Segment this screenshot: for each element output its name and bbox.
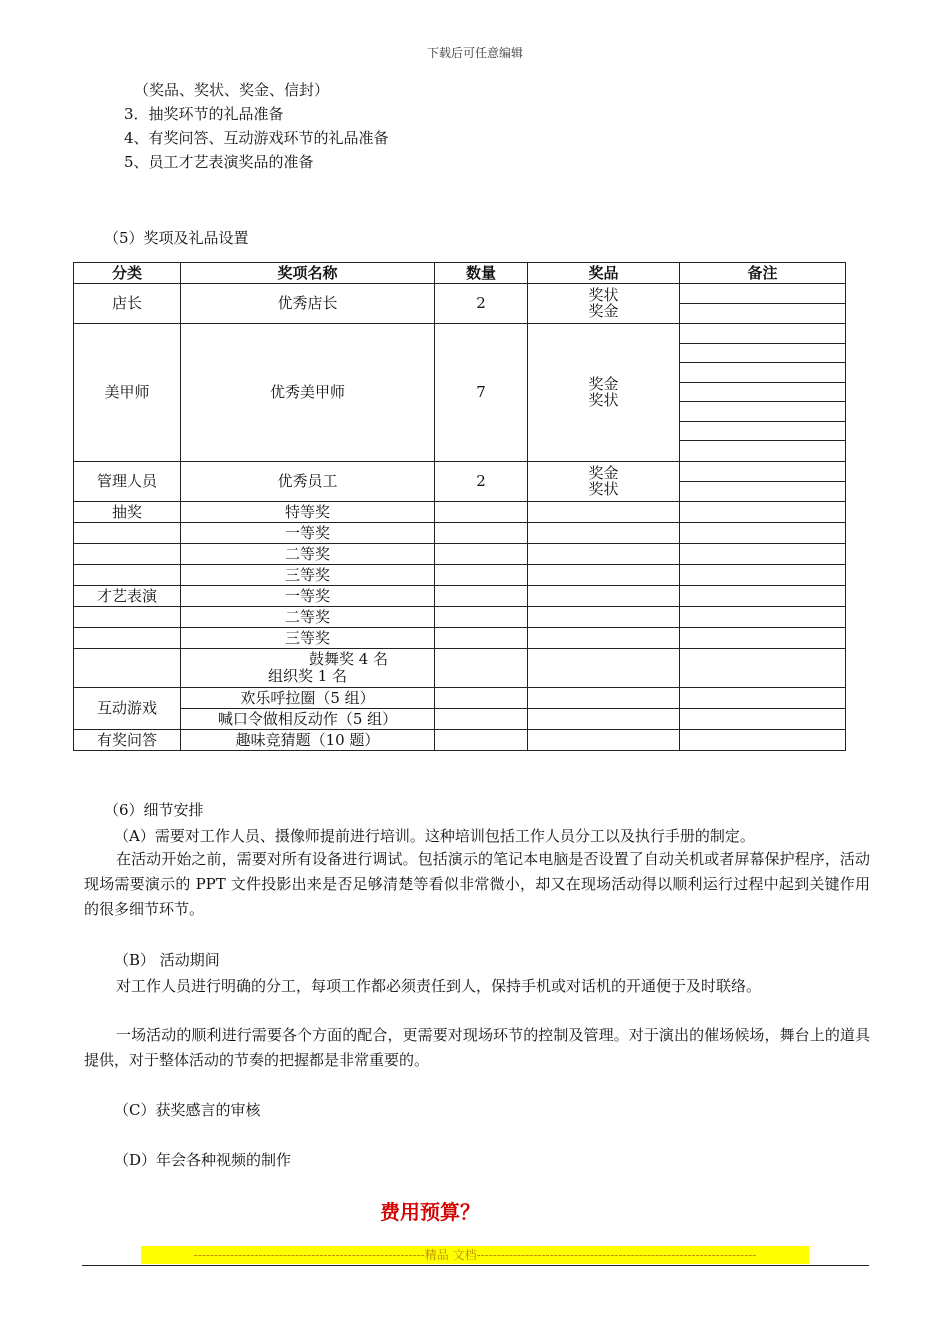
cell-award-name: 优秀店长 <box>181 284 435 324</box>
cell-prize <box>528 284 680 324</box>
prize-item: 奖金 <box>588 464 619 482</box>
table-row <box>74 523 846 544</box>
section6-b-body: 对工作人员进行明确的分工，每项工作都必须责任到人，保持手机或对话机的开通便于及时联络。 <box>116 977 762 995</box>
prize-item: 奖状 <box>588 480 619 498</box>
prize-item: 奖金 <box>588 375 619 393</box>
header-note: 备注 <box>680 263 846 284</box>
cell-category: 美甲师 <box>74 324 181 462</box>
table-row <box>74 462 846 502</box>
table-row <box>74 688 846 709</box>
cell-award-name: 优秀员工 <box>181 462 435 502</box>
section5-title: （5）奖项及礼品设置 <box>104 229 249 247</box>
cell-category: 管理人员 <box>74 462 181 502</box>
intro-line-3: 4、有奖问答、互动游戏环节的礼品准备 <box>124 129 389 147</box>
intro-line-2: 3．抽奖环节的礼品准备 <box>124 105 284 123</box>
cell-quantity: 7 <box>435 324 528 462</box>
prize-item: 奖状 <box>588 391 619 409</box>
header-quantity: 数量 <box>435 263 528 284</box>
section6-title: （6）细节安排 <box>104 801 204 819</box>
cell-award-name: 二等奖 <box>181 544 435 565</box>
section6-b-body2: 一场活动的顺利进行需要各个方面的配合，更需要对现场环节的控制及管理。对于演出的催场候场，舞台上的道具提供，对于整体活动的节奏的把握都是非常重要的。 <box>84 1026 870 1069</box>
table-row <box>74 709 846 730</box>
cell-category: 抽奖 <box>74 502 181 523</box>
section6-a-title: （A）需要对工作人员、摄像师提前进行培训。这种培训包括工作人员分工以及执行手册的制定。 <box>114 827 755 845</box>
table-row <box>74 324 846 462</box>
table-row <box>74 607 846 628</box>
table-row <box>74 649 846 688</box>
cell-note <box>680 462 846 502</box>
section6-a-body: 在活动开始之前，需要对所有设备进行调试。包括演示的笔记本电脑是否设置了自动关机或者屏幕保护程序，活动现场需要演示的 PPT 文件投影出来是否足够清楚等看似非常微小，却又在现场活动得以顺利运行过程中起到关键作用的很多细节环节。 <box>84 850 870 918</box>
cell-award-name: 三等奖 <box>181 565 435 586</box>
cell-award-name: 一等奖 <box>181 523 435 544</box>
cell-prize <box>528 324 680 462</box>
cell-note <box>680 324 846 462</box>
intro-line-1: （奖品、奖状、奖金、信封） <box>134 81 330 99</box>
section6-b-title: （B） 活动期间 <box>114 951 220 969</box>
budget-title: 费用预算？ <box>380 1200 480 1224</box>
cell-category: 店长 <box>74 284 181 324</box>
cell-quantity: 2 <box>435 284 528 324</box>
table-row <box>74 502 846 523</box>
cell-quantity: 2 <box>435 462 528 502</box>
cell-category: 互动游戏 <box>74 688 181 730</box>
cell-category: 有奖问答 <box>74 730 181 751</box>
cell-award-name: 欢乐呼拉圈（5 组） <box>181 688 435 709</box>
prize-item: 奖状 <box>588 286 619 304</box>
section6-c-title: （C）获奖感言的审核 <box>114 1101 261 1119</box>
cell-award-name: 特等奖 <box>181 502 435 523</box>
page-header: 下载后可任意编辑 <box>426 46 523 60</box>
header-category: 分类 <box>74 263 181 284</box>
award-line: 鼓舞奖 4 名 <box>308 650 389 668</box>
header-award-name: 奖项名称 <box>181 263 435 284</box>
awards-table <box>73 262 846 751</box>
table-header-row <box>74 263 846 284</box>
table-row <box>74 730 846 751</box>
footer-bar: ---------------------------------------------------------精品 文档--------------------------------------------------------------------- <box>141 1246 809 1264</box>
footer-rule <box>82 1265 869 1266</box>
cell-award-name: 二等奖 <box>181 607 435 628</box>
table-row <box>74 544 846 565</box>
cell-award-name: 三等奖 <box>181 628 435 649</box>
award-line: 组织奖 1 名 <box>267 667 348 685</box>
intro-line-4: 5、员工才艺表演奖品的准备 <box>124 153 314 171</box>
cell-category: 才艺表演 <box>74 586 181 607</box>
table-row <box>74 628 846 649</box>
table-row <box>74 565 846 586</box>
cell-award-name: 一等奖 <box>181 586 435 607</box>
table-row <box>74 284 846 324</box>
cell-award-name <box>181 649 435 688</box>
cell-award-name: 喊口令做相反动作（5 组） <box>181 709 435 730</box>
cell-award-name: 优秀美甲师 <box>181 324 435 462</box>
table-row <box>74 586 846 607</box>
section6-d-title: （D）年会各种视频的制作 <box>114 1151 292 1169</box>
cell-prize <box>528 462 680 502</box>
prize-item: 奖金 <box>588 302 619 320</box>
cell-note <box>680 284 846 324</box>
cell-award-name: 趣味竞猜题（10 题） <box>181 730 435 751</box>
header-prize: 奖品 <box>528 263 680 284</box>
